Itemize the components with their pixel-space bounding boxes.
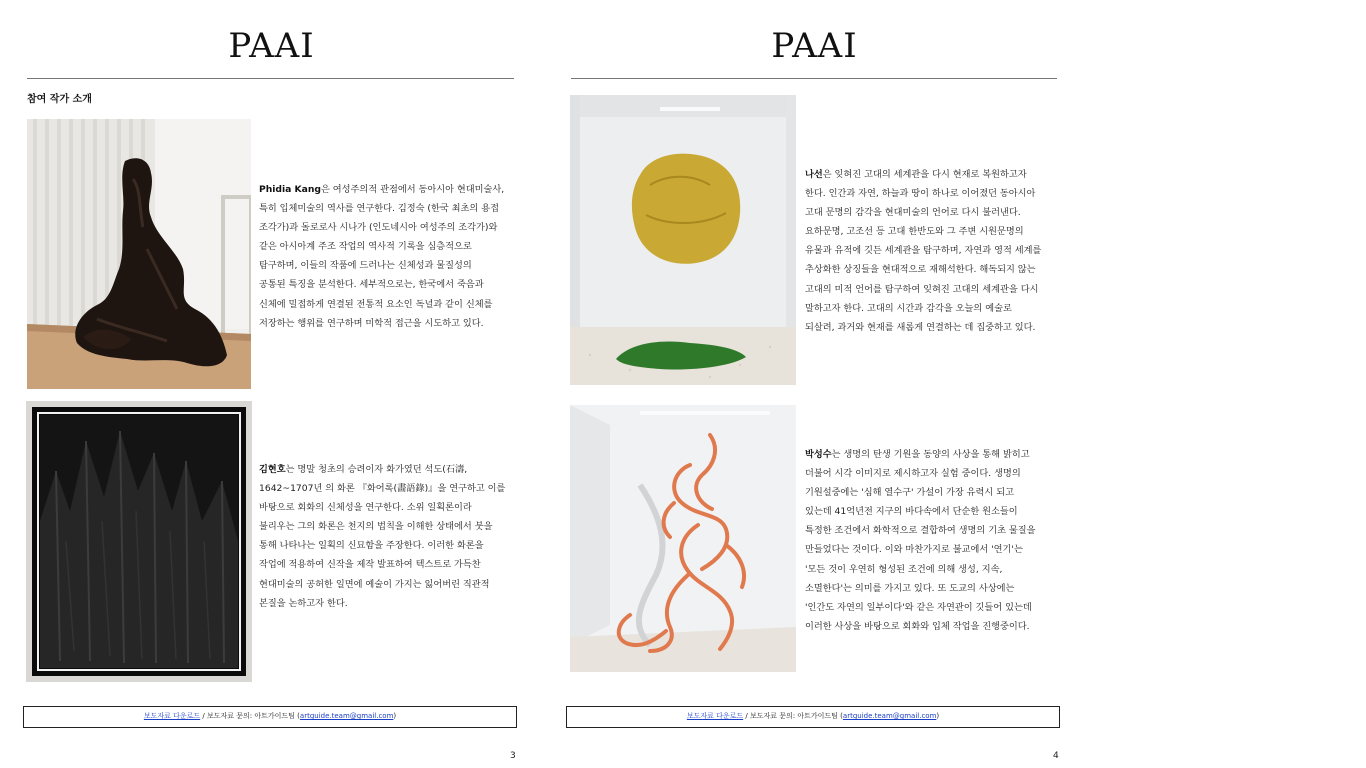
bio-line: 더불어 시각 이미지로 제시하고자 실험 중이다. 생명의 <box>805 468 1021 480</box>
footer-text: / 보도자료 문의: 아트가이드팀 ( <box>743 712 843 720</box>
bio-line: 신체에 밀접하게 연결된 전통적 요소인 독널과 같이 신체를 <box>259 298 493 310</box>
footer-close: ) <box>393 712 397 720</box>
bio-line: 탐구하며, 이들의 작품에 드러나는 신체성과 물질성의 <box>259 260 472 272</box>
email-link[interactable]: artguide.team@gmail.com <box>842 712 937 720</box>
bio-phidia-kang <box>259 180 511 333</box>
bio-line: 본질을 논하고자 한다. <box>259 597 348 609</box>
artist-name: 김현호 <box>259 464 286 475</box>
artist-name: 박성수 <box>805 449 832 460</box>
bio-line: 같은 아시아계 주조 작업의 역사적 기록을 심층적으로 <box>259 241 472 253</box>
bio-line: 는 생명의 탄생 기원을 동양의 사상을 통해 밝히고 <box>831 449 1030 460</box>
press-download-link[interactable]: 보도자료 다운로드 <box>686 712 744 720</box>
divider <box>571 78 1057 79</box>
press-download-link[interactable]: 보도자료 다운로드 <box>143 712 201 720</box>
bio-line: 조각가)과 돌로로사 시나가 (인도네시아 여성주의 조각가)와 <box>259 222 498 234</box>
bio-line: 이러한 사상을 바탕으로 회화와 입체 작업을 진행중이다. <box>805 620 1030 632</box>
artist-name: Phidia Kang <box>259 184 321 195</box>
page-number: 3 <box>510 751 516 761</box>
bio-line: 통해 나타나는 일획의 신묘함을 주장한다. 이러한 화론을 <box>259 540 484 552</box>
bio-naseon <box>805 165 1075 337</box>
page-left <box>0 0 543 768</box>
bio-line: 저장하는 행위를 연구하며 미학적 접근을 시도하고 있다. <box>259 317 484 329</box>
bio-line: 1642~1707년 의 화론 『화어록(畵語錄)』을 연구하고 이를 <box>259 483 506 495</box>
bio-line: 은 잊혀진 고대의 세계관을 다시 현재로 복원하고자 <box>822 169 1027 180</box>
bio-line: 특히 입체미술의 역사를 연구한다. 김정숙 (한국 최초의 용접 <box>259 203 499 215</box>
artist-name: 나선 <box>805 169 823 180</box>
bio-kim-hyunho <box>259 460 511 613</box>
bio-line: 추상화한 상징들을 현대적으로 재해석한다. 해독되지 않는 <box>805 264 1036 276</box>
bio-line: 는 명말 청초의 승려이자 화가였던 석도(石濤, <box>285 464 468 475</box>
bio-line: 만들었다는 것이다. 이와 마찬가지로 불교에서 '연기'는 <box>805 544 1023 556</box>
bio-line: 기원설중에는 '심해 열수구' 가설이 가장 유력시 되고 <box>805 487 1014 499</box>
bio-line: 작업에 적용하여 신작을 제작 발표하여 텍스트로 가득찬 <box>259 559 481 571</box>
bio-line: 소멸한다'는 의미를 가지고 있다. 또 도교의 사상에는 <box>805 582 1015 594</box>
footer-box <box>566 706 1060 728</box>
bio-line: 있는데 41억년전 지구의 바다속에서 단순한 원소들이 <box>805 506 1018 518</box>
bio-line: 고대 문명의 감각을 현대미술의 언어로 다시 불러낸다. <box>805 207 1021 219</box>
bio-line: 바탕으로 회화의 신체성을 연구한다. 소위 일획론이라 <box>259 502 472 514</box>
artwork-photo-park-seongsu <box>570 405 796 672</box>
bio-line: 고대의 미적 언어를 탐구하여 잊혀진 고대의 세계관을 다시 <box>805 283 1039 295</box>
bio-line: 은 여성주의적 관점에서 동아시아 현대미술사, <box>320 184 505 195</box>
artwork-photo-phidia-kang <box>27 119 251 389</box>
footer-box <box>23 706 517 728</box>
bio-line: 요하문명, 고조선 등 고대 한반도와 그 주변 시원문명의 <box>805 226 1024 238</box>
email-link[interactable]: artguide.team@gmail.com <box>299 712 394 720</box>
footer-close: ) <box>936 712 940 720</box>
bio-park-seongsu <box>805 445 1075 636</box>
divider <box>27 78 514 79</box>
bio-line: 유물과 유적에 깃든 세계관을 탐구하며, 자연과 영적 세계를 <box>805 245 1042 257</box>
artwork-photo-naseon <box>570 95 796 385</box>
bio-line: '모든 것이 우연히 형성된 조건에 의해 생성, 지속, <box>805 563 1003 575</box>
bio-line: 되살려, 과거와 현재를 새롭게 연결하는 데 집중하고 있다. <box>805 321 1036 333</box>
bio-line: '인간도 자연의 일부이다'와 같은 자연관이 깃들어 있는데 <box>805 601 1032 613</box>
section-title: 참여 작가 소개 <box>27 94 92 105</box>
bio-line: 말하고자 한다. 고대의 시간과 감각을 오늘의 예술로 <box>805 302 1012 314</box>
bio-line: 특정한 조건에서 화학적으로 결합하여 생명의 기초 물질을 <box>805 525 1036 537</box>
bio-line: 한다. 인간과 자연, 하늘과 땅이 하나로 이어졌던 동아시아 <box>805 188 1036 200</box>
logo: PAAI <box>228 26 315 66</box>
bio-line: 불리우는 그의 화론은 천지의 법칙을 이해한 상태에서 붓을 <box>259 521 493 533</box>
page-number: 4 <box>1053 751 1059 761</box>
bio-line: 현대미술의 공허한 일면에 예술이 가지는 잃어버린 직관적 <box>259 578 490 590</box>
logo: PAAI <box>771 26 858 66</box>
bio-line: 공통된 특징을 분석한다. 세부적으로는, 한국에서 죽음과 <box>259 279 484 291</box>
page-right <box>543 0 1086 768</box>
footer-text: / 보도자료 문의: 아트가이드팀 ( <box>200 712 300 720</box>
artwork-photo-kim-hyunho <box>26 401 252 682</box>
